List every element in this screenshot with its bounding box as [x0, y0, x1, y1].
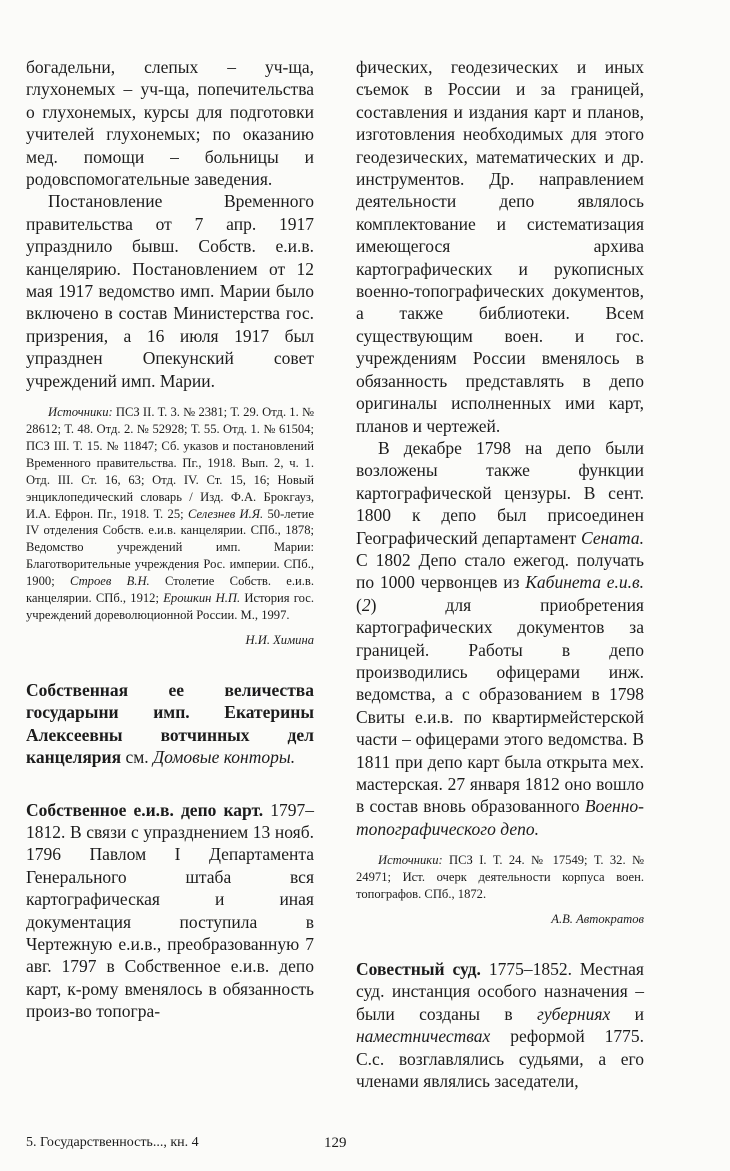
cross-reference: Сената.	[581, 527, 644, 548]
sources-label: Источники:	[48, 405, 113, 420]
entry-headword: Собственное е.и.в. депо карт.	[26, 799, 264, 820]
entry-headword: Собственная ее величества государыни имп. Екатерины Алексеевны вотчинных дел канцелярия	[26, 679, 314, 768]
cross-reference: наместничествах	[356, 1026, 491, 1047]
cross-reference: Кабинета е.и.в.	[525, 572, 644, 593]
sources-block: Источники: ПСЗ II. Т. 3. № 2381; Т. 29. Отд. 1. № 28612; Т. 48. Отд. 2. № 52928; Т. 55. Отд. 1. № 61504; ПСЗ III. Т. 15. № 11847; Сб. указов и постановлений Временного правительства. Пг., 1918. Вып. 2, ч. 1. Отд. III. Ст. 16, 63; Отд. IV. Ст. 15, 16; Новый энциклопедический словарь / Изд. Ф.А. Брокгауз, И.А. Ефрон. Пг., 1918. Т. 25; Селезнев И.Я. 50-летие IV отделения Собств. е.и.в. канцелярии. СПб., 1878; Ведомство учреждений имп. Марии: Благотворительные учреждения Рос. империи. СПб., 1900; Строев В.Н. Столетие Собств. е.и.в. канцелярии. СПб., 1912; Ерошкин Н.П. История гос. учреждений дореволюционной России. М., 1997.	[26, 405, 314, 622]
dictionary-entry: Собственное е.и.в. депо карт. 1797–1812. В связи с упразднением 13 нояб. 1796 Павлом I Департамента Генерального штаба вся картографическая и иная документация поступила в Чертежную е.и.в., преобразованную 7 авг. 1797 в Собственное е.и.в. депо карт, к-рому вменялось в обязанность произ-во топогра-	[26, 799, 314, 1022]
cited-author: Ерошкин Н.П.	[163, 591, 241, 606]
sources-block: Источники: ПСЗ I. Т. 24. № 17549; Т. 32. № 24971; Ист. очерк деятельности корпуса воен. топографов. СПб., 1872.	[356, 853, 644, 902]
cross-reference: губерниях	[537, 1003, 611, 1024]
printer-signature: 5. Государственность..., кн. 4	[26, 1135, 199, 1150]
sources-label: Источники:	[378, 853, 443, 868]
cited-author: Селезнев И.Я.	[187, 506, 264, 521]
body-paragraph: В декабре 1798 на депо были возложены также функции картографической цензуры. В сент. 1800 к депо был присоединен Географический департамент Сената. С 1802 Депо стало ежегод. получать по 1000 червонцев из Кабинета е.и.в. (2) для приобретения картографических документов за границей. Работы в депо производились офицерами инж. ведомства, а с образованием в 1798 Свиты е.и.в. по квартирмейстерской части – офицерами этого ведомства. В 1811 при депо карт была открыта мех. мастерская. 27 января 1812 оно вошло в состав вновь образованного Военно-топографического депо.	[356, 437, 644, 839]
cited-author: Строев В.Н.	[69, 574, 150, 589]
cross-reference: Домовые конторы.	[153, 747, 296, 768]
dictionary-entry: Совестный суд. 1775–1852. Местная суд. инстанция особого назначения – были созданы в губерниях и наместничествах реформой 1775. С.с. возглавлялись судьями, а его членами являлись заседатели,	[356, 958, 644, 1091]
right-column	[356, 56, 644, 1092]
cross-reference: Военно-топографического депо.	[356, 796, 644, 839]
body-paragraph: богадельни, слепых – уч-ща, глухонемых – уч-ща, попечительства о глухонемых, курсы для подготовки учителей глухонемых; по оказанию мед. помощи – больницы и родовспомогательные заведения.	[26, 57, 314, 190]
entry-headword: Совестный суд.	[356, 958, 481, 979]
article-author: Н.И. Химина	[245, 632, 314, 647]
body-paragraph: Постановление Временного правительства от 7 апр. 1917 упразднило бывш. Собств. е.и.в. канцелярию. Постановлением от 12 мая 1917 ведомство имп. Марии было включено в состав Министерства гос. призрения, а 16 июля 1917 был упразднен Опекунский совет учреждений имп. Марии.	[26, 191, 314, 391]
dictionary-entry: Собственная ее величества государыни имп. Екатерины Алексеевны вотчинных дел канцелярия см. Домовые конторы.	[26, 679, 314, 768]
left-column	[26, 56, 314, 1023]
body-paragraph: фических, геодезических и иных съемок в России и за границей, составления и издания карт и планов, изготовления необходимых для этого геодезических, математических и др. инструментов. Др. направлением деятельности депо являлось комплектование и систематизация имеющегося архива картографических и рукописных военно-топографических документов, а также библиотеки. Всем существующим воен. и гос. учреждениям России вменялось в обязанность представлять в депо оригиналы исполненных ими карт, планов и чертежей.	[356, 57, 644, 436]
page-number: 129	[324, 1135, 347, 1151]
article-author: А.В. Автократов	[551, 911, 644, 926]
